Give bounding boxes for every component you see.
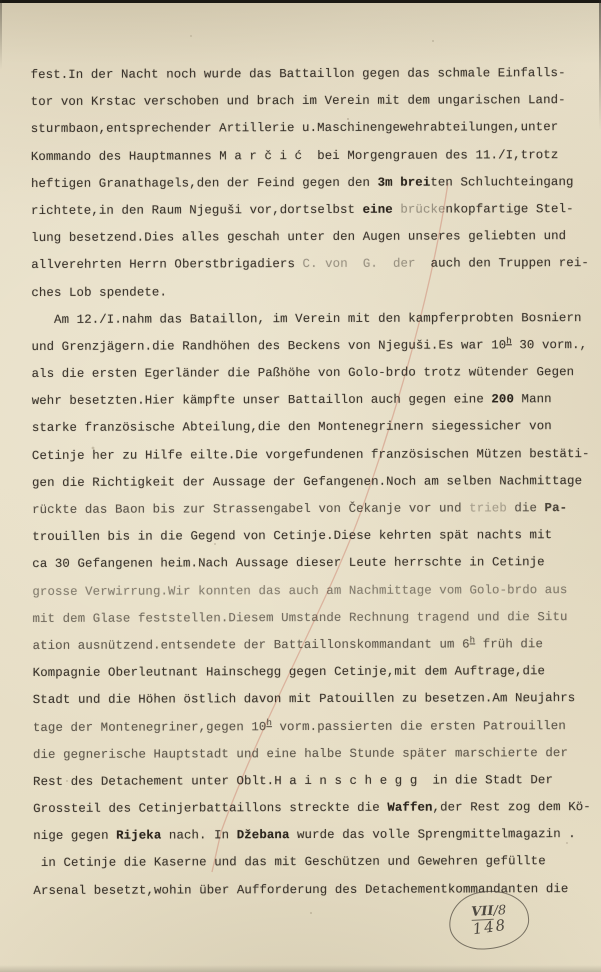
text-line: die gegnerische Hauptstadt und eine halbe Stunde später marschierte der xyxy=(32,745,569,762)
archive-stamp-slash: / xyxy=(492,903,498,919)
text-line: sturmbaon,entsprechender Artillerie u.Maschinengewehrabteilungen,unter xyxy=(30,120,559,137)
text-line: lung besetzend.Dies alles geschah unter den Augen unseres geliebten und xyxy=(31,229,567,246)
text-line: in Cetinje die Kaserne und das mit Geschützen und Gewehren gefüllte xyxy=(33,854,546,871)
archive-stamp-number: 148 xyxy=(471,915,508,938)
paper-top-shading xyxy=(0,0,601,64)
scan-edge-top xyxy=(0,0,601,3)
text-line: und Grenzjägern.die Randhöhen des Beckens von Njeguši.Es war 10$^h$ 30 vorm., xyxy=(31,336,588,354)
text-line: rückte das Baon bis zur Strassengabel von Čekanje vor und trieb die Pa- xyxy=(32,501,568,517)
archive-stamp-numerator: 8 xyxy=(496,902,507,919)
text-line: als die ersten Egerländer die Paßhöhe von Golo-brdo trotz wütender Gegen xyxy=(31,365,575,382)
scan-edge-bottom xyxy=(0,965,601,972)
text-line: allverehrten Herrn Oberstbrigadiers C. von G. der auch den Truppen rei- xyxy=(31,256,589,273)
text-line: Stadt und die Höhen östlich davon mit Patouillen zu besetzen.Am Neujahrs xyxy=(32,691,576,708)
text-line: ation ausnützend.entsendete der Battaillonskommandant um 6$^h$ früh die xyxy=(32,635,544,653)
text-line: fest.In der Nacht noch wurde das Battaillon gegen das schmale Einfalls- xyxy=(30,66,566,82)
text-line: grosse Verwirrung.Wir konnten das auch am Nachmittage vom Golo-brdo aus xyxy=(32,582,568,599)
text-line: Arsenal besetzt,wohin über Aufforderung des Detachementkommandanten die xyxy=(33,881,569,898)
typewritten-text xyxy=(31,60,590,905)
text-line: nige gegen Rijeka nach. In Džebana wurde das volle Sprengmittelmagazin . xyxy=(33,827,576,844)
text-line: mit dem Glase feststellen.Diesem Umstande Rechnung tragend und die Situ xyxy=(32,609,568,626)
text-line: wehr besetzten.Hier kämpfte unser Battaillon auch gegen eine 200 Mann xyxy=(31,392,552,409)
archive-stamp-roman-numeral: VII xyxy=(470,903,494,920)
text-line: ca 30 Gefangenen heim.Nach Aussage dieser Leute herrschte in Cetinje xyxy=(32,555,545,572)
text-line: Kompagnie Oberleutnant Hainschegg gegen Cetinje,mit dem Auftrage,die xyxy=(32,664,546,681)
text-line: gen die Richtigkeit der Aussage der Gefangenen.Noch am selben Nachmittage xyxy=(31,473,583,490)
text-line: Grossteil des Cetinjerbattaillons streckte die Waffen,der Rest zog dem Kö- xyxy=(33,800,591,817)
text-line: Rest des Detachement unter Oblt.H a i n s c h e g g in die Stadt Der xyxy=(33,773,554,789)
text-line: trouillen bis in die Gegend von Cetinje.Diese kehrten spät nachts mit xyxy=(32,528,553,545)
text-line: Cetinje her zu Hilfe eilte.Die vorgefundenen französischen Mützen bestäti- xyxy=(31,446,590,463)
text-line: heftigen Granathagels,den der Feind gegen den 3m breiten Schluchteingang xyxy=(30,174,574,191)
text-line: tage der Montenegriner,gegen 10$^h$ vorm.passierten die ersten Patrouillen xyxy=(32,717,566,735)
text-line: richtete,in den Raum Njeguši vor,dortselbst eine brückenkopfartige Stel- xyxy=(31,202,574,218)
text-line: ches Lob spendete. xyxy=(31,284,167,300)
text-line: Am 12./I.nahm das Bataillon, im Verein mit den kampferprobten Bosniern xyxy=(31,310,582,327)
scan-edge-left xyxy=(0,0,2,70)
text-line: tor von Krstac verschoben und brach im Verein mit dem ungarischen Land- xyxy=(30,93,566,110)
text-line: starke französische Abteilung,die den Montenegrinern siegessicher von xyxy=(31,419,552,436)
text-line: Kommando des Hauptmannes M a r č i ć bei Morgengrauen des 11./I,trotz xyxy=(30,147,559,164)
